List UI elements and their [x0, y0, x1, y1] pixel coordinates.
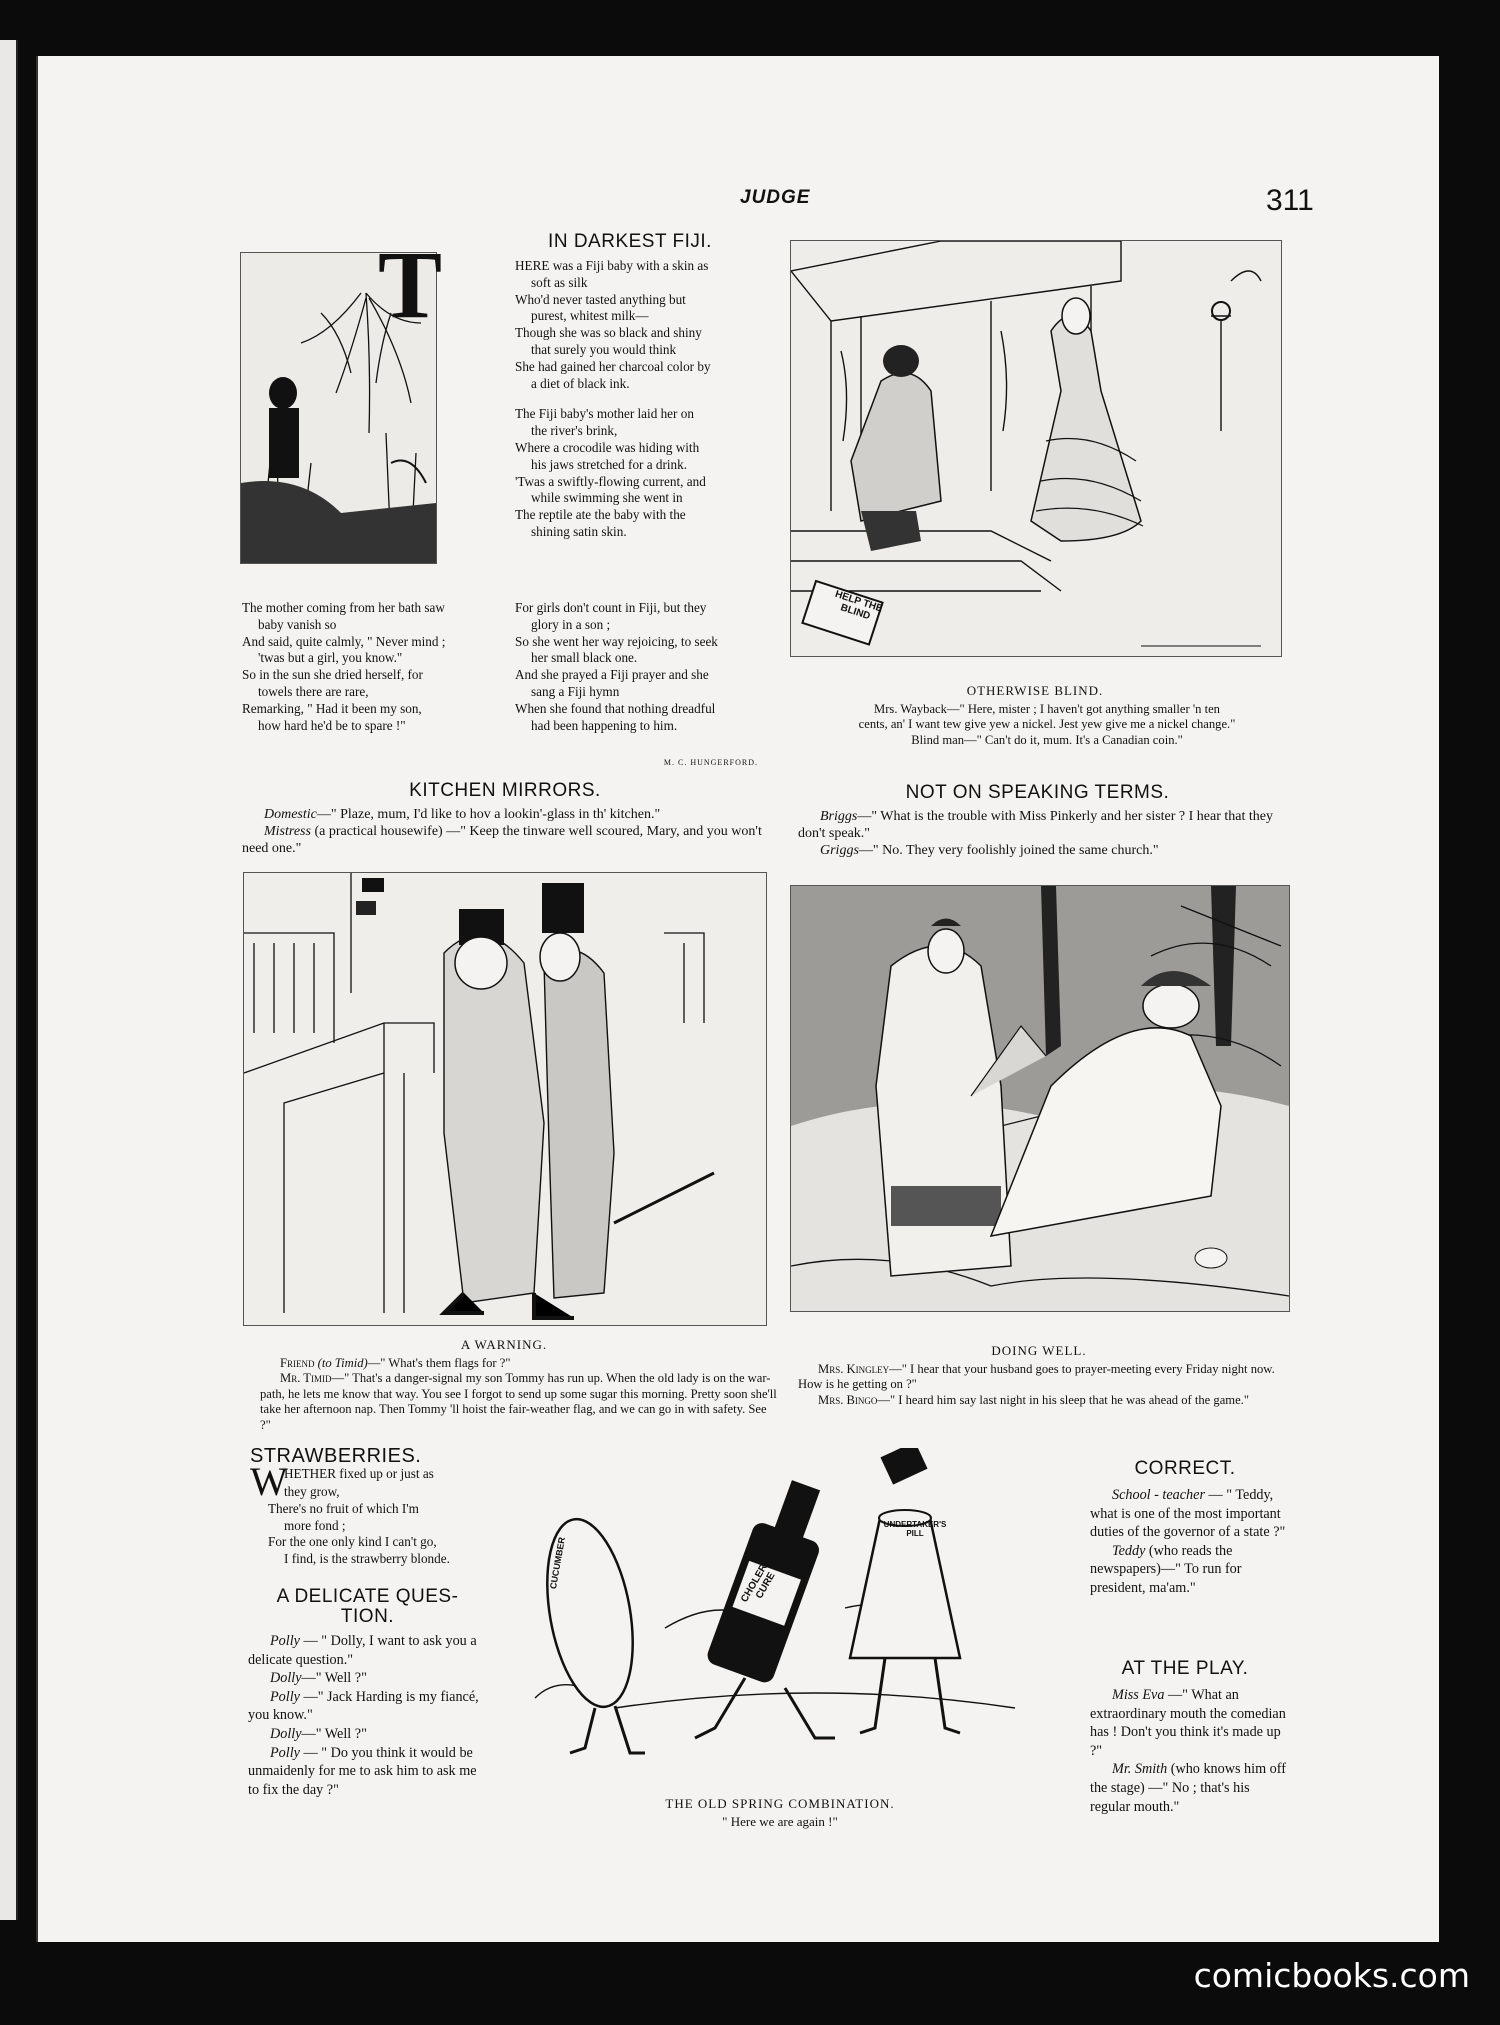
delicate-question-title	[245, 1587, 490, 1627]
verse-line: The reptile ate the baby with the	[515, 507, 686, 523]
strawberries-drop-cap: W	[250, 1459, 288, 1504]
otherwise-blind-line-2: cents, an' I want tew give yew a nickel. Jest yew give me a nickel change."	[858, 717, 1236, 732]
otherwise-blind-dialogue	[812, 702, 1282, 748]
mrs-bingo-line: —" I heard him say last night in his sleep that he was ahead of the game."	[877, 1392, 1249, 1407]
domestic-line: —" Plaze, mum, I'd like to hov a lookin'-glass in th' kitchen."	[316, 807, 661, 822]
verse-line: For the one only kind I can't go,	[268, 1534, 437, 1550]
spring-combination-caption: THE OLD SPRING COMBINATION.	[665, 1796, 895, 1811]
strawberries-title: STRAWBERRIES.	[250, 1445, 422, 1467]
cucumber-label: CUCUMBER	[548, 1536, 567, 1590]
verse-line: the river's brink,	[531, 423, 618, 439]
speaker: Dolly	[270, 1725, 302, 1742]
strawberries-first-line: HETHER fixed up or just as	[284, 1466, 434, 1481]
dialogue-line	[248, 1632, 484, 1669]
verse-line: that surely you would think	[531, 341, 677, 357]
verse-line: had been happening to him.	[531, 717, 678, 733]
verse-line: The Fiji baby's mother laid her on	[515, 406, 694, 422]
speaker-friend: Friend	[280, 1356, 315, 1370]
spring-combination-illustration	[515, 1448, 1070, 1778]
page-gutter	[36, 56, 38, 1942]
verse-line: shining satin skin.	[531, 523, 627, 539]
line-text: —" Jack Harding is my fiancé, you know."	[248, 1688, 479, 1724]
speaker-teddy: Teddy	[1112, 1542, 1146, 1559]
otherwise-blind-caption: OTHERWISE BLIND.	[966, 683, 1104, 698]
speaker-domestic: Domestic	[264, 807, 317, 822]
verse-line: his jaws stretched for a drink.	[531, 456, 688, 472]
dialogue-line	[248, 1669, 484, 1688]
spring-combination-subcaption: " Here we are again !"	[722, 1814, 838, 1829]
not-speaking-title: NOT ON SPEAKING TERMS.	[905, 782, 1170, 803]
speaker: Polly	[270, 1688, 300, 1705]
dialogue-line	[248, 1744, 484, 1800]
verse-line: glory in a son ;	[531, 616, 611, 632]
verse-line: Remarking, " Had it been my son,	[242, 700, 422, 716]
verse-line: The mother coming from her bath saw	[242, 600, 445, 615]
friend-aside: (to Timid)	[314, 1356, 368, 1370]
line-text: — " Do you think it would be unmaidenly for me to ask him to ask me to fix the day ?"	[248, 1744, 477, 1798]
fiji-author: M. C. HUNGERFORD.	[663, 758, 758, 767]
speaker-mrs-kingley: Mrs. Kingley	[818, 1362, 890, 1376]
kitchen-mirrors-title: KITCHEN MIRRORS.	[409, 780, 601, 801]
verse-line: So in the sun she dried herself, for	[242, 667, 423, 683]
doing-well-text	[798, 1362, 1288, 1408]
help-the-blind-sign: HELP THE BLIND	[833, 588, 884, 623]
verse-line: her small black one.	[531, 650, 638, 666]
verse-line: more fond ;	[284, 1517, 346, 1533]
speaker-mrs-bingo: Mrs. Bingo	[818, 1392, 878, 1407]
verse-line: baby vanish so	[258, 616, 337, 632]
school-teacher-line: — " Teddy, what is one of the most important duties of the governor of a state ?"	[1090, 1487, 1286, 1541]
fiji-title: IN DARKEST FIJI.	[548, 231, 712, 252]
correct-text	[1090, 1486, 1290, 1598]
verse-line: a diet of black ink.	[531, 375, 630, 391]
a-warning-caption: A WARNING.	[460, 1337, 548, 1352]
briggs-line: —" What is the trouble with Miss Pinkerly and her sister ? I hear that they don't speak."	[798, 809, 1273, 841]
speaker-briggs: Briggs	[820, 809, 858, 824]
a-warning-text	[260, 1356, 780, 1433]
left-page-edge	[0, 40, 18, 1920]
speaker-griggs: Griggs	[820, 843, 859, 858]
otherwise-blind-illustration	[790, 240, 1282, 657]
mistress-line: (a practical housewife) —" Keep the tinware well scoured, Mary, and you won't need one."	[242, 824, 762, 856]
otherwise-blind-line-1: Mrs. Wayback—" Here, mister ; I haven't got anything smaller 'n ten	[874, 702, 1220, 716]
verse-line: while swimming she went in	[531, 490, 683, 506]
verse-line: sang a Fiji hymn	[531, 683, 620, 699]
speaker: Dolly	[270, 1670, 302, 1687]
teddy-line: (who reads the newspapers)—" To run for president, ma'am."	[1090, 1542, 1242, 1596]
mrs-kingley-line: —" I hear that your husband goes to prayer-meeting every Friday night now. How is he getting on ?"	[798, 1362, 1275, 1392]
not-speaking-text	[798, 808, 1288, 859]
verse-line: 'Twas a swiftly-flowing current, and	[515, 473, 706, 489]
speaker-miss-eva: Miss Eva	[1112, 1687, 1165, 1703]
verse-line: purest, whitest milk—	[531, 308, 649, 324]
cholera-cure-label: CHOLERA CURE	[739, 1556, 778, 1605]
line-text: —" Well ?"	[301, 1670, 367, 1687]
fiji-stanza-2	[515, 406, 775, 540]
speaker-mistress: Mistress	[264, 824, 311, 839]
delicate-question-text	[248, 1632, 484, 1799]
verse-line: Though she was so black and shiny	[515, 325, 702, 341]
strawberries-verse	[268, 1484, 488, 1568]
verse-line: how hard he'd be to spare !"	[258, 717, 406, 733]
verse-line: She had gained her charcoal color by	[515, 358, 711, 374]
griggs-line: —" No. They very foolishly joined the same church."	[858, 843, 1159, 858]
doing-well-illustration	[790, 885, 1290, 1312]
delicate-title-line-1: A DELICATE QUES-	[276, 1586, 459, 1607]
verse-line: Who'd never tasted anything but	[515, 291, 686, 307]
miss-eva-line: —" What an extraordinary mouth the comedian has ! Don't you think it's made up ?"	[1090, 1687, 1286, 1759]
fiji-stanza-4	[515, 600, 777, 734]
at-the-play-title: AT THE PLAY.	[1121, 1658, 1249, 1679]
mr-timid-line: —" That's a danger-signal my son Tommy has run up. When the old lady is on the war-path, he lets me know that way. You see I forgot to send up some sugar this morning. Pretty soon she'll take her afternoon nap. Then Tommy 'll hoist the fair-weather flag, and we can go in with safety. See ?"	[260, 1371, 777, 1432]
a-warning-illustration	[243, 872, 767, 1326]
fiji-stanza-3	[242, 600, 502, 734]
speaker: Polly	[270, 1744, 300, 1761]
doing-well-caption: DOING WELL.	[991, 1343, 1087, 1358]
friend-line: —" What's them flags for ?"	[367, 1356, 511, 1370]
verse-line: they grow,	[284, 1484, 340, 1499]
verse-line: soft as silk	[531, 274, 588, 290]
fiji-drop-cap: T	[377, 231, 443, 338]
page-number: 311	[1266, 184, 1314, 217]
fiji-verse-block-1	[515, 258, 775, 555]
dialogue-line	[248, 1688, 484, 1725]
verse-line: When she found that nothing dreadful	[515, 700, 716, 716]
verse-line: I find, is the strawberry blonde.	[284, 1551, 450, 1567]
verse-line: For girls don't count in Fiji, but they	[515, 600, 707, 615]
verse-line: And she prayed a Fiji prayer and she	[515, 667, 709, 683]
verse-line: And said, quite calmly, " Never mind ;	[242, 633, 446, 649]
line-text: —" Well ?"	[301, 1725, 367, 1742]
verse-line: 'twas but a girl, you know."	[258, 650, 403, 666]
speaker-school-teacher: School - teacher	[1112, 1487, 1205, 1503]
verse-line: towels there are rare,	[258, 683, 369, 699]
verse-line: Where a crocodile was hiding with	[515, 439, 700, 455]
delicate-title-line-2: TION.	[340, 1606, 395, 1627]
speaker: Polly	[270, 1633, 300, 1649]
masthead: JUDGE	[740, 187, 811, 208]
undertakers-pill-label: UNDERTAKER'S PILL	[883, 1520, 947, 1538]
kitchen-mirrors-text	[242, 806, 772, 857]
mr-smith-line: (who knows him off the stage) —" No ; that's his regular mouth."	[1090, 1761, 1286, 1815]
otherwise-blind-line-3: Blind man—" Can't do it, mum. It's a Canadian coin."	[911, 732, 1183, 747]
fiji-stanza-1	[515, 258, 775, 392]
correct-title: CORRECT.	[1134, 1458, 1236, 1479]
dialogue-line	[248, 1725, 484, 1744]
line-text: — " Dolly, I want to ask you a delicate question."	[248, 1633, 477, 1668]
watermark: comicbooks.com	[1193, 1956, 1470, 1995]
speaker-mr-smith: Mr. Smith	[1112, 1761, 1168, 1778]
at-the-play-text	[1090, 1686, 1290, 1816]
verse-line: So she went her way rejoicing, to seek	[515, 633, 718, 649]
speaker-mr-timid: Mr. Timid	[280, 1371, 332, 1386]
verse-line: HERE was a Fiji baby with a skin as	[515, 258, 709, 273]
verse-line: There's no fruit of which I'm	[268, 1500, 419, 1516]
